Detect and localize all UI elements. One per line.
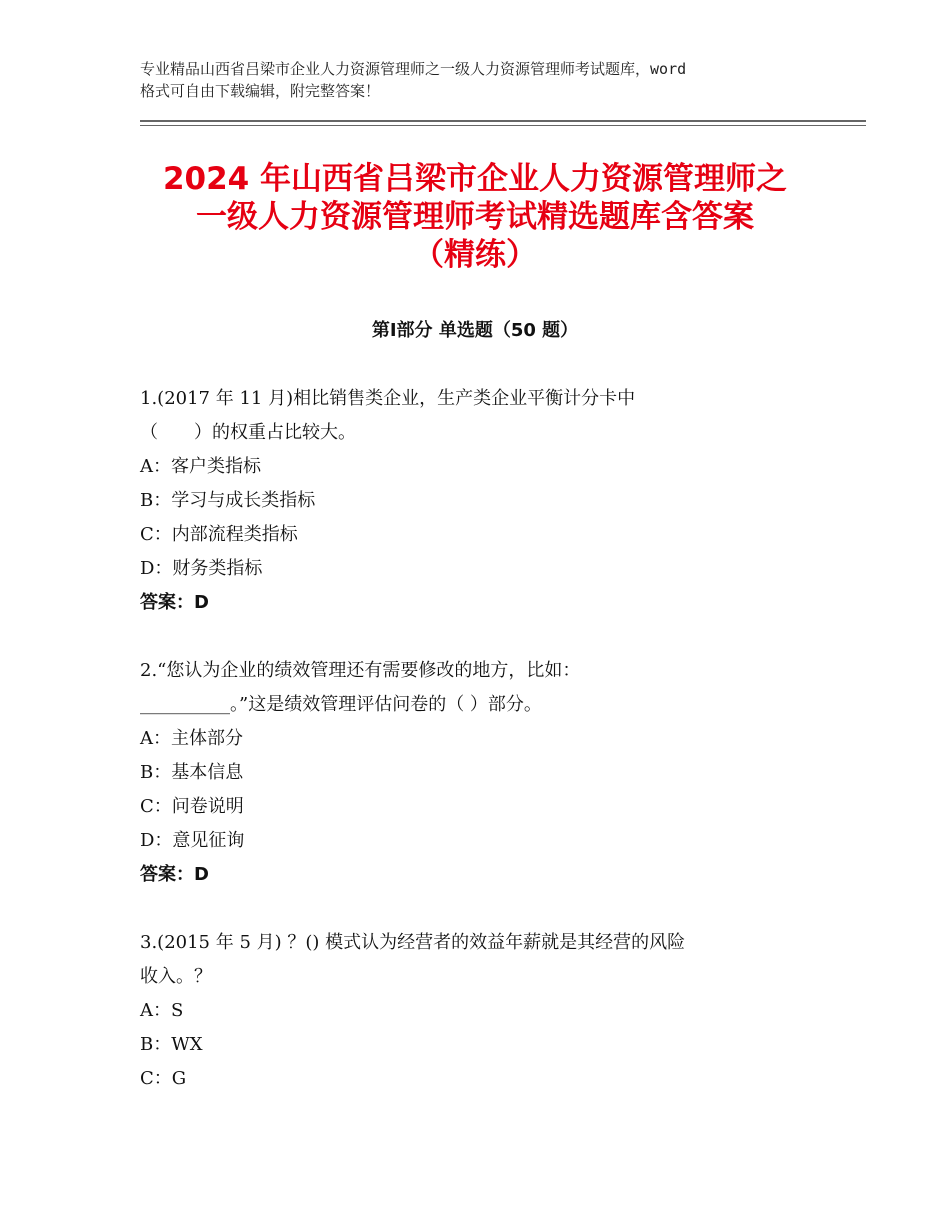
option-a: A：S (140, 1000, 184, 1021)
header-note (140, 58, 820, 102)
option-b: B：基本信息 (140, 762, 244, 783)
option-b: B：WX (140, 1034, 203, 1055)
question-stem: 3.(2015 年 5 月) ？() 模式认为经营者的效益年薪就是其经营的风险 (140, 932, 686, 953)
option-b: B：学习与成长类指标 (140, 490, 316, 511)
answer: 答案：D (140, 592, 209, 613)
question-stem: 收入。？ (140, 966, 212, 987)
option-d: D：意见征询 (140, 830, 245, 851)
title-line-2: 一级人力资源管理师考试精选题库含答案 (196, 199, 754, 235)
header-note-line-2: 格式可自由下载编辑，附完整答案！ (140, 82, 381, 100)
option-c: C：G (140, 1068, 187, 1089)
header-rule-thin (140, 125, 866, 126)
option-d: D：财务类指标 (140, 558, 263, 579)
answer: 答案：D (140, 864, 209, 885)
question-list (140, 382, 840, 1130)
option-c: C：内部流程类指标 (140, 524, 298, 545)
question-3 (140, 926, 840, 1096)
document-title (100, 160, 850, 274)
question-stem: __________。”这是绩效管理评估问卷的（ ）部分。 (140, 694, 542, 715)
header-rule-thick (140, 120, 866, 122)
option-a: A：主体部分 (140, 728, 243, 749)
question-stem: 2.“您认为企业的绩效管理还有需要修改的地方，比如： (140, 660, 581, 681)
question-2 (140, 654, 840, 892)
question-stem: （ ）的权重占比较大。 (140, 422, 356, 443)
section-heading: 第Ⅰ部分 单选题（50 题） (371, 320, 579, 341)
title-line-3: （精练） (413, 237, 537, 273)
header-note-line-1: 专业精品山西省吕梁市企业人力资源管理师之一级人力资源管理师考试题库，word (140, 60, 687, 78)
option-a: A：客户类指标 (140, 456, 261, 477)
question-stem: 1.(2017 年 11 月)相比销售类企业，生产类企业平衡计分卡中 (140, 388, 636, 409)
option-c: C：问卷说明 (140, 796, 244, 817)
question-1 (140, 382, 840, 620)
title-line-1: 2024 年山西省吕梁市企业人力资源管理师之 (162, 161, 788, 197)
